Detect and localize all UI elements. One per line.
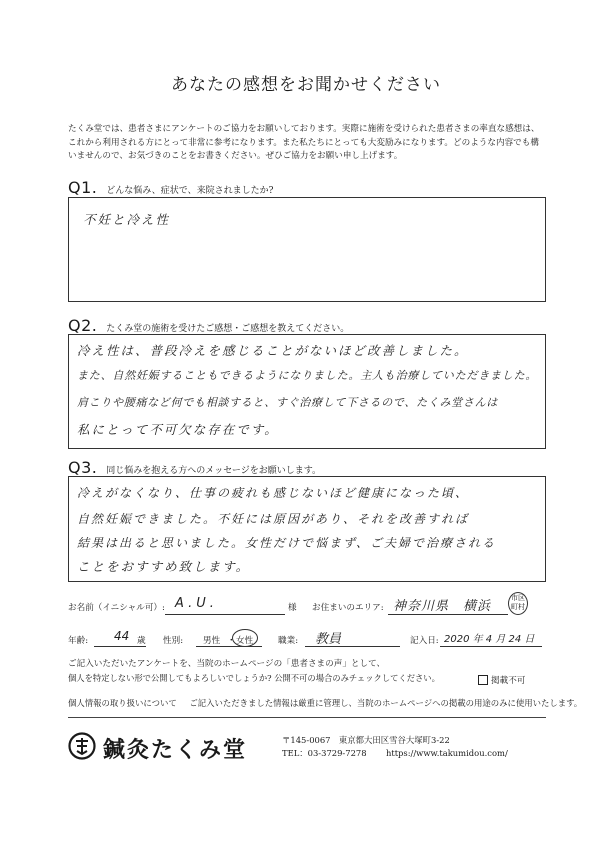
consent-line-2: 個人を特定しない形で公開してもよろしいでしょうか? 公開不可の場合のみチェックしてください。 <box>68 672 440 683</box>
q2-question: たくみ堂の施術を受けたご感想・ご感想を教えてください。 <box>106 324 350 334</box>
logo-text: 鍼灸たくみ堂 <box>103 737 248 763</box>
q2-answer-box[interactable] <box>68 334 546 449</box>
area-value: 神奈川県 横浜 <box>393 599 492 614</box>
logo-mark-icon <box>68 732 96 760</box>
age-underline[interactable] <box>94 646 146 647</box>
job-value: 教員 <box>315 632 342 647</box>
name-underline[interactable] <box>165 614 285 615</box>
gender-option-male[interactable]: 男性 <box>203 636 221 646</box>
clinic-contact <box>282 734 508 759</box>
q2-number: Q2. <box>68 316 98 335</box>
q2-heading <box>68 316 349 335</box>
consent-line-1: ご記入いただいたアンケートを、当院のホームページの「患者さまの声」として、 <box>68 659 386 669</box>
date-value: 2020 年 4 月 24 日 <box>444 634 535 645</box>
date-label: 記入日: <box>410 636 439 646</box>
q3-number: Q3. <box>68 458 98 477</box>
consent-text <box>68 658 546 685</box>
clinic-tel: TEL：03-3729-7278 <box>282 747 367 758</box>
q3-heading <box>68 458 321 477</box>
privacy-label: 個人情報の取り扱いについて <box>68 698 177 708</box>
q2-answer-line: 冷え性は、普段冷えを感じることがないほど改善しました。 <box>77 343 469 358</box>
page-title: あなたの感想をお聞かせください <box>171 75 441 95</box>
clinic-address: 〒145-0067 東京都大田区雪谷大塚町3-22 <box>282 735 450 745</box>
job-label: 職業: <box>278 636 299 646</box>
gender-option-female[interactable]: 女性 <box>236 636 254 646</box>
q1-heading <box>68 178 273 197</box>
q3-answer-line: ことをおすすめ致します。 <box>77 559 251 574</box>
q2-answer-line: 肩こりや腰痛など何でも相談すると、すぐ治療して下さるので、たくみ堂さんは <box>77 396 498 409</box>
job-underline[interactable] <box>305 646 400 647</box>
gender-label: 性別: <box>163 636 184 646</box>
q3-answer-box[interactable] <box>68 476 546 582</box>
q2-answer-line: 私にとって不可欠な存在です。 <box>77 422 279 437</box>
privacy-text: ご記入いただきました情報は厳重に管理し、当院のホームページへの掲載の用途のみに使用いたします。 <box>189 698 583 708</box>
area-label: お住まいのエリア: <box>312 603 384 613</box>
q2-answer-line: また、自然妊娠することもできるようになりました。主人も治療していただきました。 <box>77 369 538 382</box>
intro-text: たくみ堂では、患者さまにアンケートのご協力をお願いしております。実際に施術を受けられた患者さまの率直な感想は、これから利用される方にとって非常に参考になります。また私たちにとっても大変励みになります。どのような内容でも構いませんので、お気づきのことをお書きください。ぜひご協力をお願い申し上げます。 <box>68 124 540 161</box>
q3-question: 同じ悩みを抱える方へのメッセージをお願いします。 <box>106 466 321 476</box>
name-value: A.U. <box>175 596 218 611</box>
q1-number: Q1. <box>68 178 98 197</box>
age-value: 44 <box>114 629 130 643</box>
area-unit-bottom: 町村 <box>511 603 525 611</box>
q3-answer-line: 自然妊娠できました。不妊には原因があり、それを改善すれば <box>77 512 470 526</box>
name-suffix: 様 <box>288 603 297 613</box>
no-publish-label: 掲載不可 <box>491 676 526 686</box>
age-label: 年齢: <box>68 636 89 646</box>
clinic-url[interactable]: https://www.takumidou.com/ <box>385 747 508 758</box>
q1-answer-line: 不妊と冷え性 <box>83 212 171 227</box>
q1-answer-box[interactable] <box>68 197 546 302</box>
q3-answer-line: 結果は出ると思いました。女性だけで悩まず、ご夫婦で治療される <box>77 536 497 550</box>
area-unit-top: 市区 <box>511 594 525 602</box>
privacy-notice <box>68 697 583 709</box>
gender-separator: ・ <box>227 636 236 646</box>
q1-question: どんな悩み、症状で、来院されましたか? <box>106 186 274 196</box>
area-underline[interactable] <box>388 614 508 615</box>
name-label: お名前（イニシャル可）: <box>68 603 165 613</box>
gender-underline <box>196 646 262 647</box>
date-underline[interactable] <box>440 646 542 647</box>
clinic-contact-line <box>282 747 508 760</box>
gender-selected-circle <box>232 629 258 647</box>
q3-answer-line: 冷えがなくなり、仕事の疲れも感じないほど健康になった頃、 <box>77 486 470 500</box>
no-publish-checkbox[interactable] <box>478 675 488 685</box>
footer-divider <box>68 717 546 718</box>
age-unit: 歳 <box>137 636 146 646</box>
area-unit-circle <box>508 592 528 615</box>
